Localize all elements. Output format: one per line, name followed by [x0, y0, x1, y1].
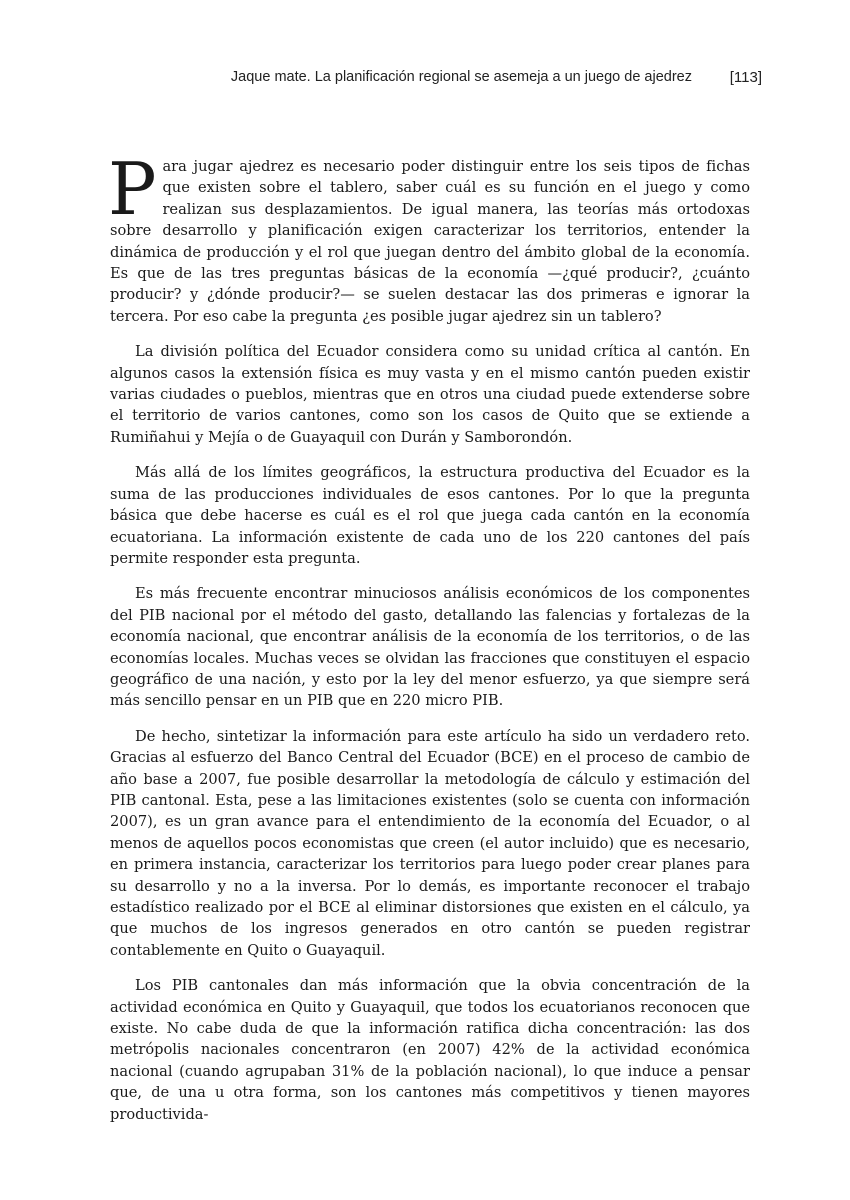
running-header	[110, 69, 762, 91]
paragraph-2: La división política del Ecuador considera como su unidad crítica al cantón. En algunos casos la extensión física es muy vasta y en el mismo cantón pueden existir varias ciudades o pueblos, mientras que en otros una ciudad puede extenderse sobre el territorio de varios cantones, como son los casos de Quito que se extiende a Rumiñahui y Mejía o de Guayaquil con Durán y Samborondón.	[110, 343, 750, 446]
paragraph-3: Más allá de los límites geográficos, la estructura productiva del Ecuador es la suma de las producciones individuales de esos cantones. Por lo que la pregunta básica que debe hacerse es cuál es el rol que juega cada cantón en la economía ecuatoriana. La información existente de cada uno de los 220 cantones del país permite responder esta pregunta.	[110, 464, 750, 567]
running-title: Jaque mate. La planificación regional se asemeja a un juego de ajedrez	[230, 69, 692, 85]
page-number: [113]	[729, 69, 762, 86]
article-body	[108, 147, 750, 1139]
drop-cap: P	[108, 147, 157, 231]
paragraph-6: Los PIB cantonales dan más información que la obvia concentración de la actividad económica en Quito y Guayaquil, que todos los ecuatorianos reconocen que existe. No cabe duda de que la información ratifica dicha concentración: las dos metrópolis nacionales concentraron (en 2007) 42% de la actividad económica nacional (cuando agrupaban 31% de la población nacional), lo que induce a pensar que, de una u otra forma, son los cantones más competitivos y tienen mayores productivida-	[110, 977, 750, 1123]
paragraph-1	[108, 147, 750, 327]
paragraph-5: De hecho, sintetizar la información para este artículo ha sido un verdadero reto. Gracias al esfuerzo del Banco Central del Ecuador (BCE) en el proceso de cambio de año base a 2007, fue posible desarrollar la metodología de cálculo y estimación del PIB cantonal. Esta, pese a las limitaciones existentes (solo se cuenta con información 2007), es un gran avance para el entendimiento de la economía del Ecuador, o al menos de aquellos pocos economistas que creen (el autor incluido) que es necesario, en primera instancia, caracterizar los territorios para luego poder crear planes para su desarrollo y no a la inversa. Por lo demás, es importante reconocer el trabajo estadístico realizado por el BCE al eliminar distorsiones que existen en el cálculo, ya que muchos de los ingresos generados en otro cantón se pueden registrar contablemente en Quito o Guayaquil.	[110, 727, 750, 959]
paragraph-4: Es más frecuente encontrar minuciosos análisis económicos de los componentes del PIB nacional por el método del gasto, detallando las falencias y fortalezas de la economía nacional, que encontrar análisis de la economía de los territorios, o de las economías locales. Muchas veces se olvidan las fracciones que constituyen el espacio geográfico de una nación, y esto por la ley del menor esfuerzo, ya que siempre será más sencillo pensar en un PIB que en 220 micro PIB.	[110, 585, 750, 710]
paragraph-1-text: ara jugar ajedrez es necesario poder distinguir entre los seis tipos de fichas que existen sobre el tablero, saber cuál es su función en el juego y como realizan sus desplazamientos. De igual manera, las teorías más ortodoxas sobre desarrollo y planificación exigen caracterizar los territorios, entender la dinámica de producción y el rol que juegan dentro del ámbito global de la economía. Es que de las tres preguntas básicas de la economía —¿qué producir?, ¿cuánto producir? y ¿dónde producir?— se suelen destacar las dos primeras e ignorar la tercera. Por eso cabe la pregunta ¿es posible jugar ajedrez sin un tablero?	[110, 158, 750, 325]
